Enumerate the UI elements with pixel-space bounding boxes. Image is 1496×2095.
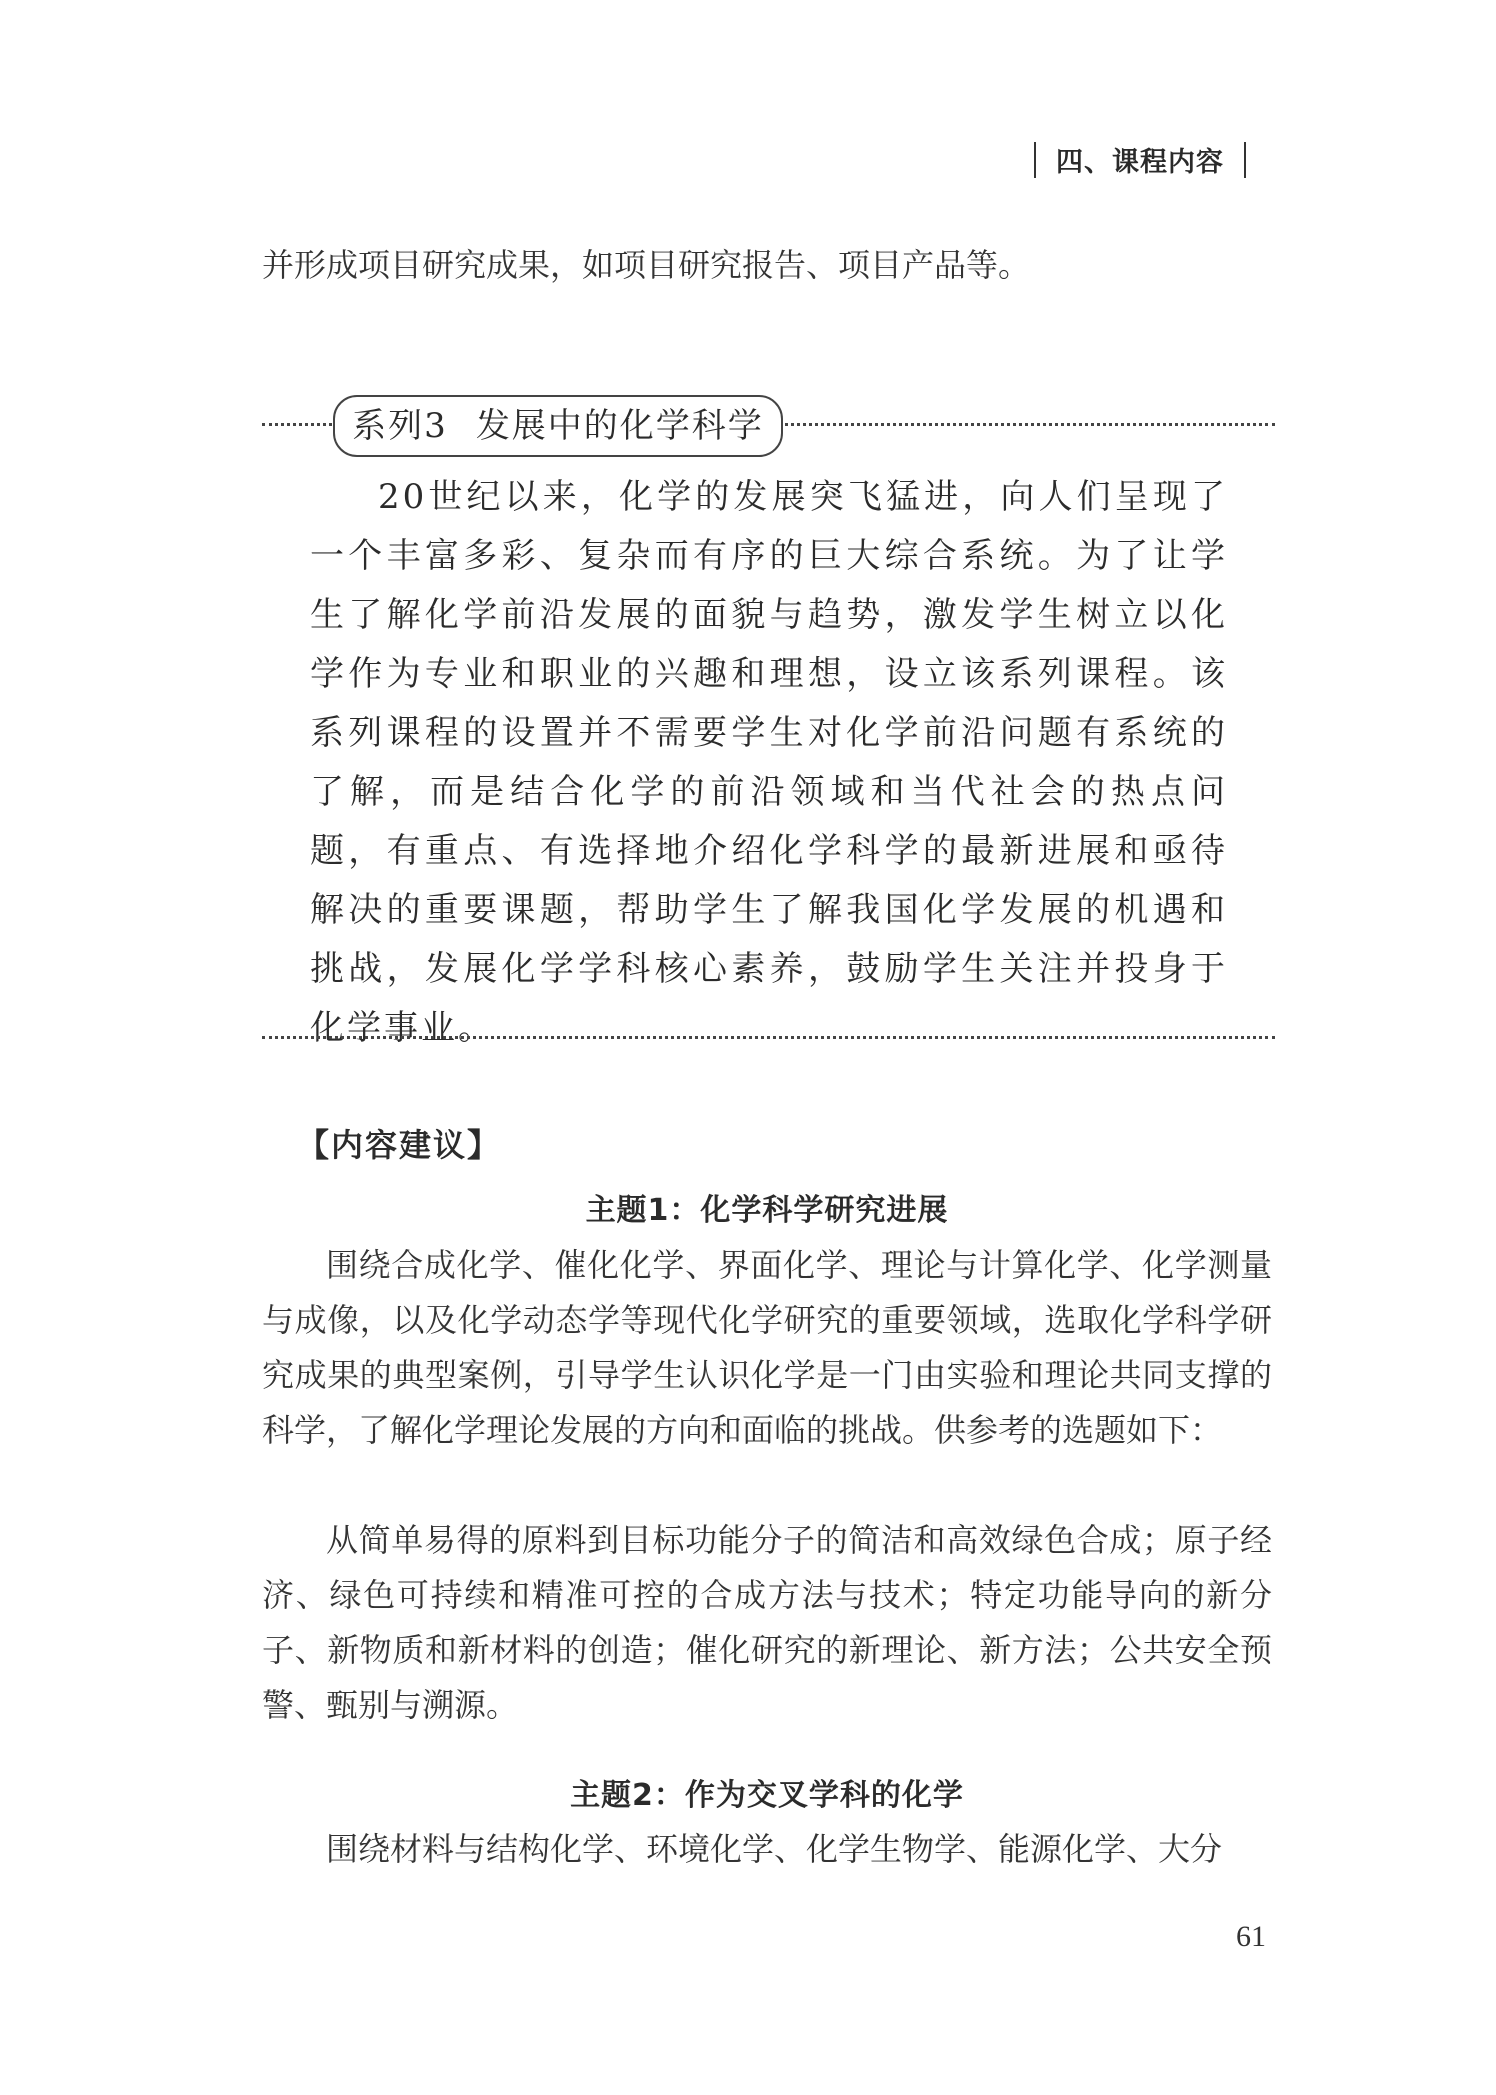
header-right-bar [1244,142,1246,178]
topic-2-title: 主题2：作为交叉学科的化学 [570,1778,964,1813]
continuation-text: 并形成项目研究成果，如项目研究报告、项目产品等。 [262,246,1031,284]
series-name: 发展中的化学科学 [475,406,764,446]
chapter-title: 四、课程内容 [1056,147,1224,178]
page-number: 61 [1236,1920,1266,1953]
header-left-bar [1034,142,1036,178]
topic-1-paragraph-2: 从简单易得的原料到目标功能分子的简洁和高效绿色合成；原子经济、绿色可持续和精准可控的合成方法与技术；特定功能导向的新分子、新物质和新材料的创造；催化研究的新理论、新方法；公共安全预警、甄别与溯源。 [262,1521,1272,1724]
topic-1-title: 主题1：化学科学研究进展 [585,1193,949,1228]
series-description: 20世纪以来，化学的发展突飞猛进，向人们呈现了一个丰富多彩、复杂而有序的巨大综合系统。为了让学生了解化学前沿发展的面貌与趋势，激发学生树立以化学作为专业和职业的兴趣和理想，设立该系列课程。该系列课程的设置并不需要学生对化学前沿问题有系统的了解，而是结合化学的前沿领域和当代社会的热点问题，有重点、有选择地介绍化学科学的最新进展和亟待解决的重要课题，帮助学生了解我国化学发展的机遇和挑战，发展化学学科核心素养，鼓励学生关注并投身于化学事业。 [310,477,1228,1048]
running-header [1014,140,1266,179]
series-number: 系列3 [352,406,448,446]
series-bottom-rule [262,1036,1275,1039]
content-suggestion-label: 【内容建议】 [297,1126,502,1164]
topic-2-paragraph-1: 围绕材料与结构化学、环境化学、化学生物学、能源化学、大分 [326,1830,1223,1868]
series-title-box [333,395,783,457]
topic-1-paragraph-1: 围绕合成化学、催化化学、界面化学、理论与计算化学、化学测量与成像，以及化学动态学等现代化学研究的重要领域，选取化学科学研究成果的典型案例，引导学生认识化学是一门由实验和理论共同支撑的科学，了解化学理论发展的方向和面临的挑战。供参考的选题如下： [262,1246,1272,1449]
